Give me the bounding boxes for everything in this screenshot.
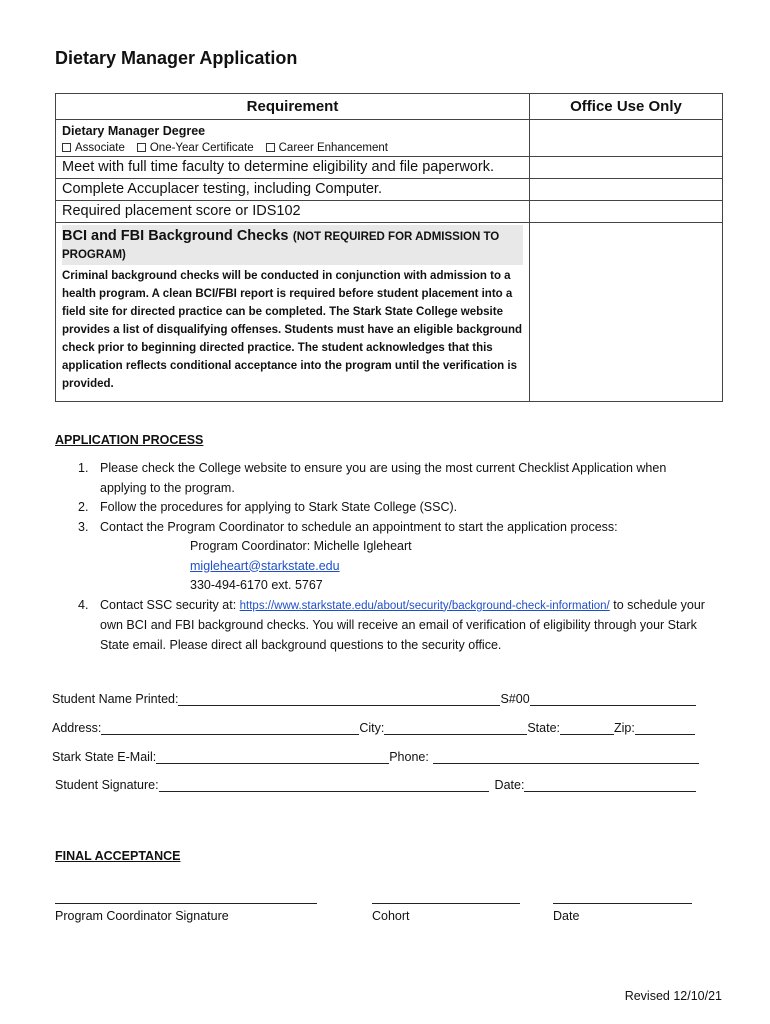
step-1: 1. Please check the College website to ensure you are using the most current Checklist Application when applying to the program. xyxy=(78,459,708,498)
coordinator-email-link[interactable]: migleheart@starkstate.edu xyxy=(190,558,340,573)
option-associate-label: Associate xyxy=(75,142,125,154)
degree-options xyxy=(62,138,523,156)
final-acceptance-heading: FINAL ACCEPTANCE xyxy=(55,849,181,863)
background-check-link[interactable]: https://www.starkstate.edu/about/security/background-check-information/ xyxy=(239,599,610,612)
date-label: Date: xyxy=(494,778,525,792)
row-accuplacer: Complete Accuplacer testing, including Computer. xyxy=(56,179,530,201)
final-date-label: Date xyxy=(553,909,580,923)
bci-heading xyxy=(62,225,523,265)
coordinator-signature-field[interactable] xyxy=(55,902,317,904)
city-field[interactable] xyxy=(384,721,527,735)
phone-field[interactable] xyxy=(433,750,699,764)
option-associate[interactable] xyxy=(62,142,125,154)
city-label: City: xyxy=(359,721,385,735)
application-process-heading: APPLICATION PROCESS xyxy=(55,433,204,447)
bci-note: (NOT REQUIRED FOR ADMISSION TO PROGRAM) xyxy=(62,231,500,261)
address-field[interactable] xyxy=(101,721,359,735)
row-meet-faculty: Meet with full time faculty to determine eligibility and file paperwork. xyxy=(56,157,530,179)
page-title: Dietary Manager Application xyxy=(55,48,298,68)
student-name-field[interactable] xyxy=(178,692,500,706)
option-certificate-label: One-Year Certificate xyxy=(149,142,254,154)
step-4: 4. Contact SSC security at: https://www.starkstate.edu/about/security/background-check-information/ to schedule your own BCI and FBI background checks. You will receive an email of verification of eligibility through your Stark State email. Please direct all background questions to the security office. xyxy=(78,597,705,652)
degree-cell xyxy=(56,120,530,157)
student-signature-field[interactable] xyxy=(159,778,489,792)
office-cell-accuplacer[interactable] xyxy=(530,179,723,201)
address-line xyxy=(52,721,695,735)
name-line xyxy=(52,692,696,706)
coordinator-signature-label: Program Coordinator Signature xyxy=(55,909,229,923)
address-label: Address: xyxy=(52,721,102,735)
phone-label: Phone: xyxy=(389,750,429,764)
email-label: Stark State E-Mail: xyxy=(52,750,157,764)
email-field[interactable] xyxy=(156,750,389,764)
step-3: 3. Contact the Program Coordinator to schedule an appointment to start the application process: Program Coordinator: Michelle Igleheart migleheart@starkstate.edu 330-494-6170 ext. 5767 xyxy=(78,518,708,596)
state-label: State: xyxy=(527,721,561,735)
final-date-field[interactable] xyxy=(553,902,692,904)
office-cell-placement[interactable] xyxy=(530,201,723,223)
degree-title: Dietary Manager Degree xyxy=(62,124,206,138)
student-id-label: S#00 xyxy=(500,692,530,706)
student-signature-label: Student Signature: xyxy=(55,778,159,792)
zip-label: Zip: xyxy=(614,721,635,735)
option-career[interactable] xyxy=(266,142,388,154)
step-4-prefix: Contact SSC security at: xyxy=(100,597,240,612)
step-2: 2. Follow the procedures for applying to Stark State College (SSC). xyxy=(78,498,708,518)
checkbox-associate[interactable] xyxy=(62,143,71,152)
bci-title: BCI and FBI Background Checks xyxy=(62,228,289,244)
process-steps xyxy=(78,459,708,655)
option-career-label: Career Enhancement xyxy=(278,142,388,154)
bci-body: Criminal background checks will be conducted in conjunction with admission to a health program. A clean BCI/FBI report is required before student placement into a field site for directed practice can be completed. The Stark State College website provides a list of disqualifying offenses. Students must have an eligible background check prior to beginning directed practice. The student acknowledges that this application reflects conditional acceptance into the program until the verification is provided. xyxy=(62,270,523,390)
state-field[interactable] xyxy=(560,721,614,735)
coordinator-name: Program Coordinator: Michelle Igleheart xyxy=(190,539,412,553)
signature-line xyxy=(55,778,696,792)
checkbox-career[interactable] xyxy=(266,143,275,152)
office-use-header: Office Use Only xyxy=(530,94,723,120)
option-certificate[interactable] xyxy=(137,142,254,154)
row-placement: Required placement score or IDS102 xyxy=(56,201,530,223)
student-name-label: Student Name Printed: xyxy=(52,692,179,706)
cohort-field[interactable] xyxy=(372,902,520,904)
email-line xyxy=(52,750,699,764)
cohort-label: Cohort xyxy=(372,909,410,923)
step-2-text: Follow the procedures for applying to Stark State College (SSC). xyxy=(100,500,458,514)
step-1-text: Please check the College website to ensure you are using the most current Checklist Application when applying to the program. xyxy=(100,461,667,495)
step-4-suffix: to schedule your own BCI and FBI background checks. You will receive an email of verification of eligibility through your Stark State email. Please direct all background questions to the security office. xyxy=(100,597,705,652)
office-cell-degree[interactable] xyxy=(530,120,723,157)
requirement-header: Requirement xyxy=(56,94,530,120)
coordinator-phone: 330-494-6170 ext. 5767 xyxy=(190,578,323,592)
office-cell-bci[interactable] xyxy=(530,223,723,402)
bci-cell xyxy=(56,223,530,402)
office-cell-meet[interactable] xyxy=(530,157,723,179)
step-3-text: Contact the Program Coordinator to schedule an appointment to start the application process: xyxy=(100,519,618,534)
student-id-field[interactable] xyxy=(530,692,696,706)
checkbox-certificate[interactable] xyxy=(137,143,146,152)
revised-date: Revised 12/10/21 xyxy=(624,989,722,1003)
zip-field[interactable] xyxy=(635,721,695,735)
date-field[interactable] xyxy=(524,778,696,792)
requirements-table xyxy=(55,93,723,402)
